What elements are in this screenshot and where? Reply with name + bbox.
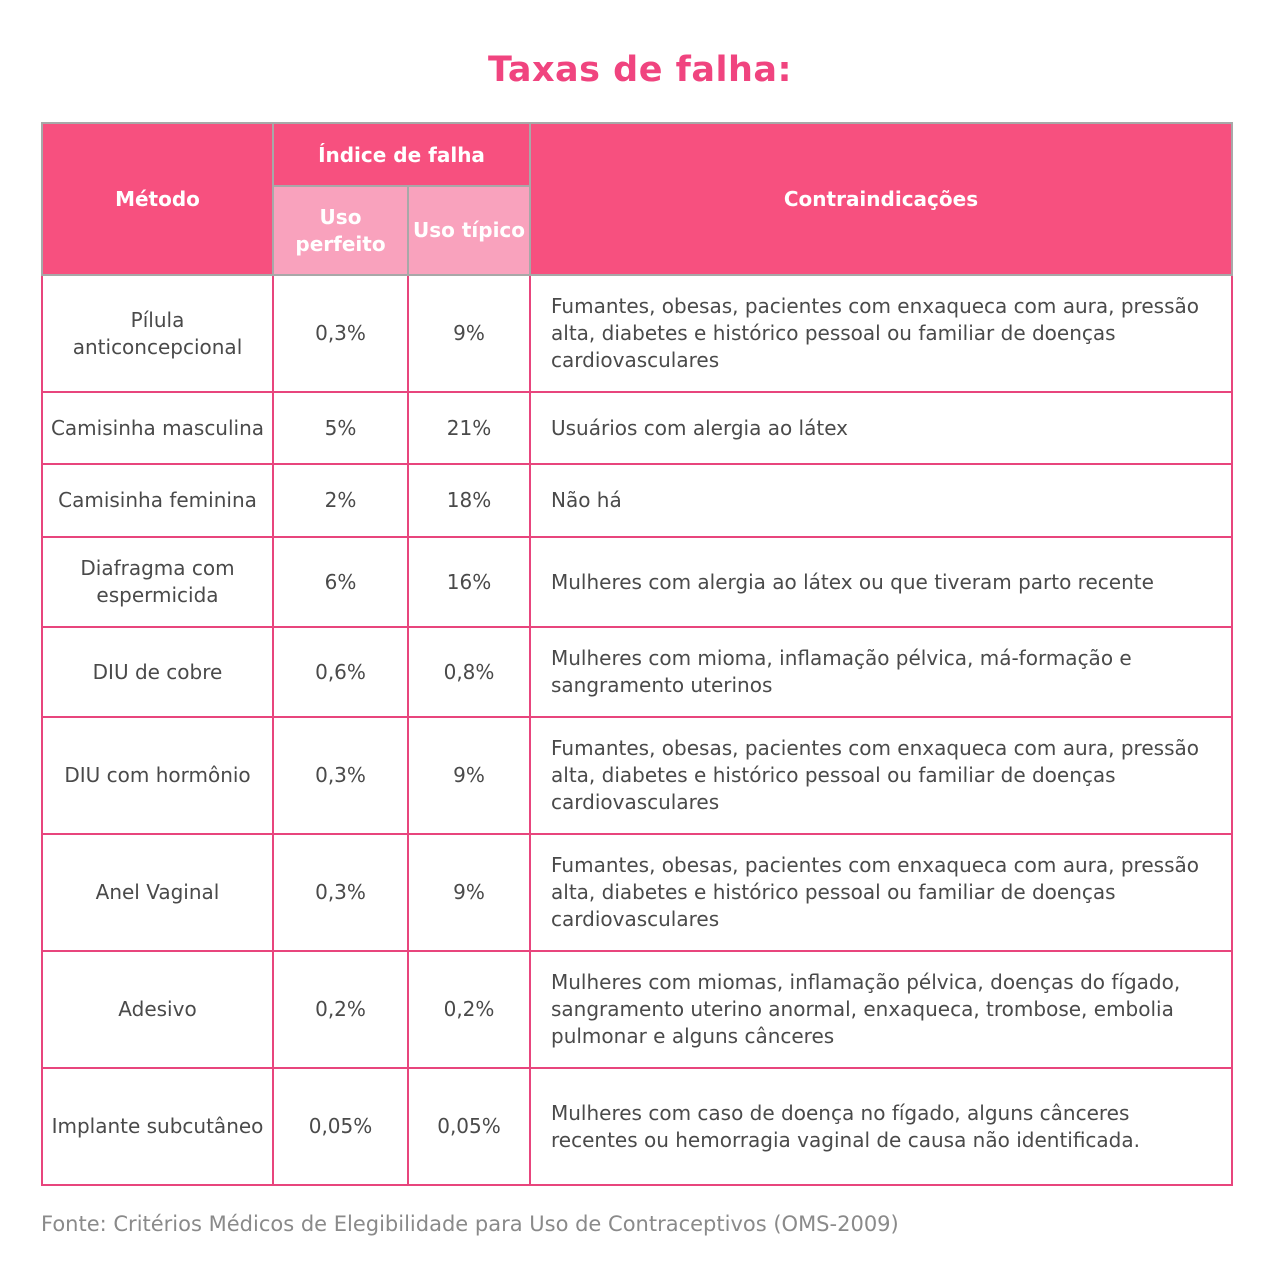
header-perfect-use: Uso perfeito — [273, 186, 408, 275]
failure-rates-table — [41, 122, 1233, 1186]
header-failure-index: Índice de falha — [273, 123, 530, 186]
source-footnote: Fonte: Critérios Médicos de Elegibilidade para Uso de Contraceptivos (OMS-2009) — [41, 1212, 899, 1236]
method-cell: Camisinha masculina — [42, 392, 273, 464]
contraindication-cell: Não há — [530, 464, 1232, 537]
method-cell: Pílula anticoncepcional — [42, 275, 273, 392]
method-cell: Anel Vaginal — [42, 834, 273, 951]
typical-use-cell: 0,05% — [408, 1068, 530, 1185]
method-cell: DIU de cobre — [42, 627, 273, 717]
typical-use-cell: 0,2% — [408, 951, 530, 1068]
typical-use-cell: 21% — [408, 392, 530, 464]
perfect-use-cell: 5% — [273, 392, 408, 464]
contraindication-cell: Mulheres com miomas, inflamação pélvica, doenças do fígado, sangramento uterino anormal, enxaqueca, trombose, embolia pulmonar e alguns cânceres — [530, 951, 1232, 1068]
table-row — [42, 834, 1232, 951]
method-cell: Adesivo — [42, 951, 273, 1068]
header-row — [42, 123, 1232, 186]
typical-use-cell: 18% — [408, 464, 530, 537]
table-body — [42, 275, 1232, 1185]
typical-use-cell: 9% — [408, 717, 530, 834]
table-row — [42, 717, 1232, 834]
method-cell: Implante subcutâneo — [42, 1068, 273, 1185]
method-cell: DIU com hormônio — [42, 717, 273, 834]
contraindication-cell: Usuários com alergia ao látex — [530, 392, 1232, 464]
table-row — [42, 275, 1232, 392]
contraindication-cell: Fumantes, obesas, pacientes com enxaqueca com aura, pressão alta, diabetes e histórico pessoal ou familiar de doenças cardiovasculares — [530, 275, 1232, 392]
contraindication-cell: Mulheres com alergia ao látex ou que tiveram parto recente — [530, 537, 1232, 627]
page-title: Taxas de falha: — [487, 50, 793, 90]
header-method: Método — [42, 123, 273, 275]
contraindication-cell: Fumantes, obesas, pacientes com enxaqueca com aura, pressão alta, diabetes e histórico pessoal ou familiar de doenças cardiovasculares — [530, 717, 1232, 834]
method-cell: Camisinha feminina — [42, 464, 273, 537]
table-row — [42, 627, 1232, 717]
contraindication-cell: Mulheres com caso de doença no fígado, alguns cânceres recentes ou hemorragia vaginal de causa não identificada. — [530, 1068, 1232, 1185]
perfect-use-cell: 0,05% — [273, 1068, 408, 1185]
header-contraindications: Contraindicações — [530, 123, 1232, 275]
perfect-use-cell: 0,2% — [273, 951, 408, 1068]
typical-use-cell: 9% — [408, 834, 530, 951]
table-row — [42, 951, 1232, 1068]
perfect-use-cell: 0,3% — [273, 275, 408, 392]
contraindication-cell: Fumantes, obesas, pacientes com enxaqueca com aura, pressão alta, diabetes e histórico pessoal ou familiar de doenças cardiovasculares — [530, 834, 1232, 951]
header-typical-use: Uso típico — [408, 186, 530, 275]
perfect-use-cell: 0,6% — [273, 627, 408, 717]
typical-use-cell: 16% — [408, 537, 530, 627]
perfect-use-cell: 0,3% — [273, 834, 408, 951]
contraindication-cell: Mulheres com mioma, inflamação pélvica, má-formação e sangramento uterinos — [530, 627, 1232, 717]
table-row — [42, 537, 1232, 627]
method-cell: Diafragma com espermicida — [42, 537, 273, 627]
perfect-use-cell: 6% — [273, 537, 408, 627]
typical-use-cell: 0,8% — [408, 627, 530, 717]
table-row — [42, 1068, 1232, 1185]
perfect-use-cell: 0,3% — [273, 717, 408, 834]
perfect-use-cell: 2% — [273, 464, 408, 537]
table-row — [42, 464, 1232, 537]
table-row — [42, 392, 1232, 464]
typical-use-cell: 9% — [408, 275, 530, 392]
